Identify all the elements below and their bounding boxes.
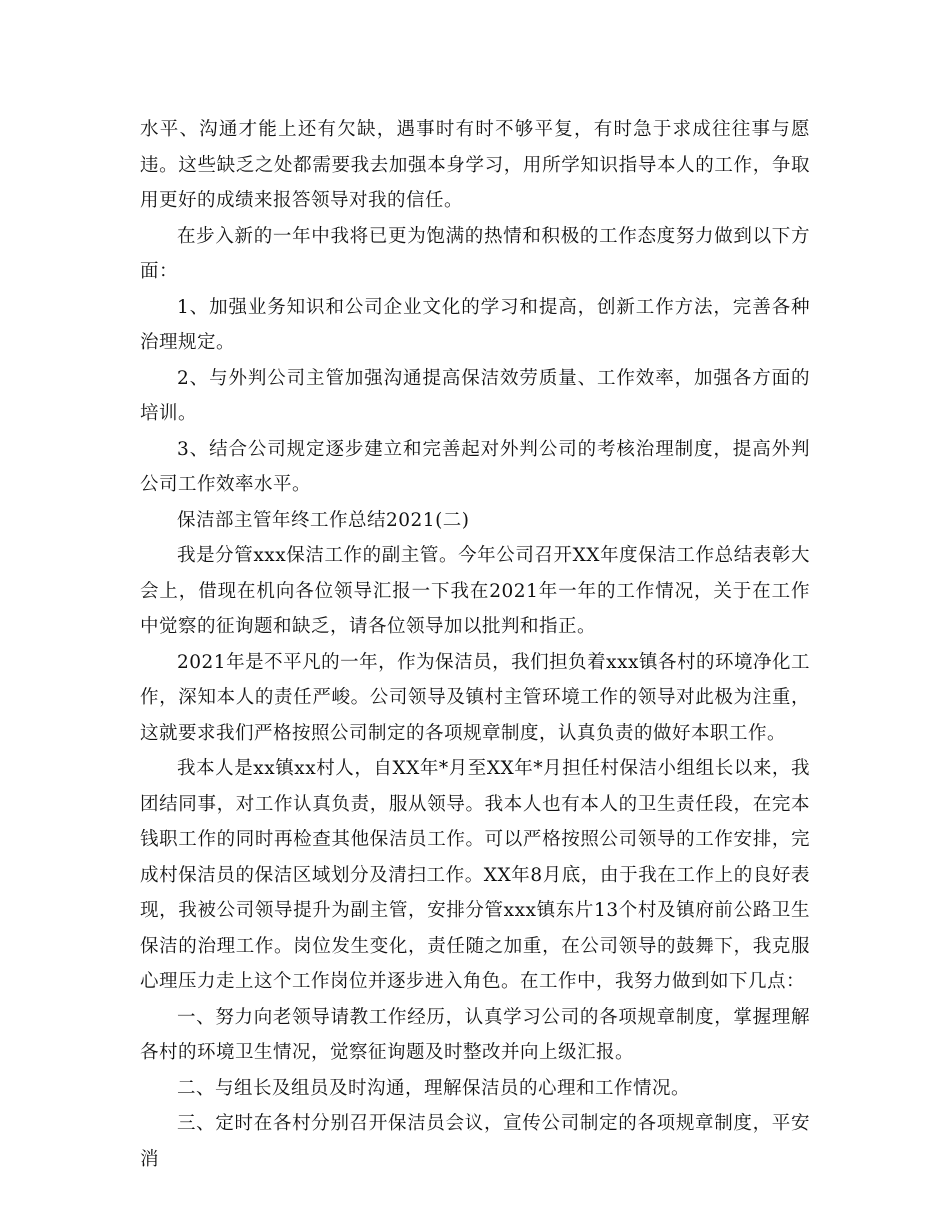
document-body xyxy=(140,112,810,1177)
paragraph: 我是分管xxx保洁工作的副主管。今年公司召开XX年度保洁工作总结表彰大会上，借现在机向各位领导汇报一下我在2021年一年的工作情况，关于在工作中觉察的征询题和缺乏，请各位领导加以批判和指正。 xyxy=(140,545,810,637)
paragraph: 2021年是不平凡的一年，作为保洁员，我们担负着xxx镇各村的环境净化工作，深知本人的责任严峻。公司领导及镇村主管环境工作的领导对此极为注重，这就要求我们严格按照公司制定的各项规章制度，认真负责的做好本职工作。 xyxy=(140,651,810,744)
list-item: 3、结合公司规定逐步建立和完善起对外判公司的考核治理制度，提高外判公司工作效率水平。 xyxy=(140,438,810,495)
paragraph: 水平、沟通才能上还有欠缺，遇事时有时不够平复，有时急于求成往往事与愿违。这些缺乏之处都需要我去加强本身学习，用所学知识指导本人的工作，争取用更好的成绩来报答领导对我的信任。 xyxy=(140,119,810,211)
list-item: 二、与组长及组员及时沟通，理解保洁员的心理和工作情况。 xyxy=(177,1077,691,1099)
list-item: 2、与外判公司主管加强沟通提高保洁效劳质量、工作效率，加强各方面的培训。 xyxy=(140,367,810,424)
paragraph: 我本人是xx镇xx村人，自XX年*月至XX年*月担任村保洁小组组长以来，我团结同事，对工作认真负责，服从领导。我本人也有本人的卫生责任段，在完本钱职工作的同时再检查其他保洁员工作。可以严格按照公司领导的工作安排，完成村保洁员的保洁区域划分及清扫工作。XX年8月底，由于我在工作上的良好表现，我被公司领导提升为副主管，安排分管xxx镇东片13个村及镇府前公路卫生保洁的治理工作。岗位发生变化，责任随之加重，在公司领导的鼓舞下，我克服心理压力走上这个工作岗位并逐步进入角色。在工作中，我努力做到如下几点： xyxy=(140,758,810,992)
list-item: 一、努力向老领导请教工作经历，认真学习公司的各项规章制度，掌握理解各村的环境卫生情况，觉察征询题及时整改并向上级汇报。 xyxy=(140,1006,810,1063)
section-title: 保洁部主管年终工作总结2021(二) xyxy=(177,509,470,531)
list-item: 1、加强业务知识和公司企业文化的学习和提高，创新工作方法，完善各种治理规定。 xyxy=(140,296,810,353)
paragraph: 在步入新的一年中我将已更为饱满的热情和积极的工作态度努力做到以下方面： xyxy=(140,225,810,282)
list-item: 三、定时在各村分别召开保洁员会议，宣传公司制定的各项规章制度，平安消 xyxy=(140,1113,810,1170)
